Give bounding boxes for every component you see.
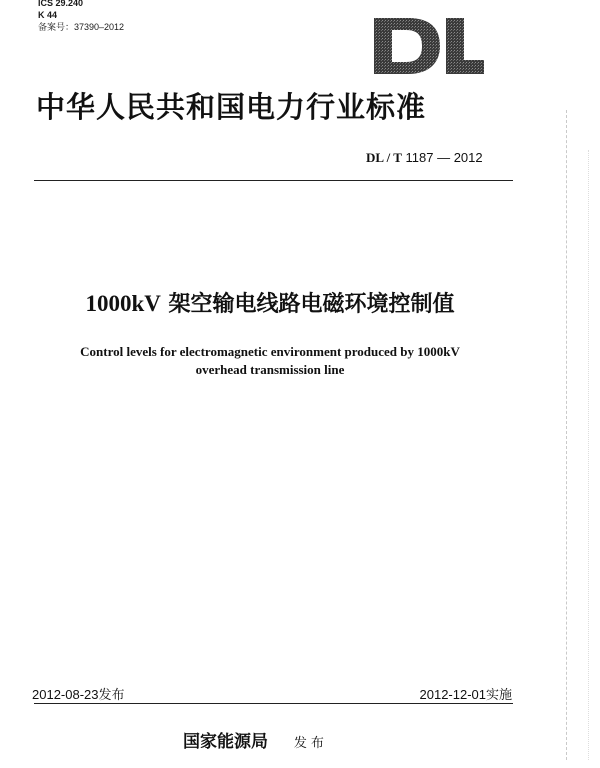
issuer xyxy=(183,727,328,752)
issue-date: 2012-08-23发布 xyxy=(32,687,125,702)
standard-number xyxy=(366,150,483,166)
ics-code: ICS 29.240 xyxy=(38,0,84,8)
standard-number-code: 1187 — 2012 xyxy=(405,150,483,165)
english-title-line2: overhead transmission line xyxy=(195,362,345,377)
standard-number-prefix: DL / T xyxy=(366,150,402,165)
filing-number: 备案号：37390–2012 xyxy=(38,22,125,32)
chinese-title xyxy=(0,287,540,318)
chinese-title-main: 架空输电线路电磁环境控制值 xyxy=(168,292,455,317)
english-title xyxy=(50,343,490,379)
scan-edge-line xyxy=(566,110,568,760)
classification-code: K 44 xyxy=(38,10,58,20)
dl-logo xyxy=(370,14,486,78)
implementation-date: 2012-12-01实施 xyxy=(419,687,512,702)
issuer-name: 国家能源局 xyxy=(183,732,268,752)
bottom-divider xyxy=(34,703,513,704)
chinese-title-voltage: 1000kV xyxy=(85,291,161,316)
english-title-line1: Control levels for electromagnetic environment produced by 1000kV xyxy=(80,344,460,359)
header-metadata xyxy=(38,0,124,33)
top-divider xyxy=(34,180,513,181)
standard-category: 中华人民共和国电力行业标准 xyxy=(36,90,427,124)
issuer-action: 发布 xyxy=(293,736,328,751)
scan-edge-line xyxy=(588,150,590,760)
